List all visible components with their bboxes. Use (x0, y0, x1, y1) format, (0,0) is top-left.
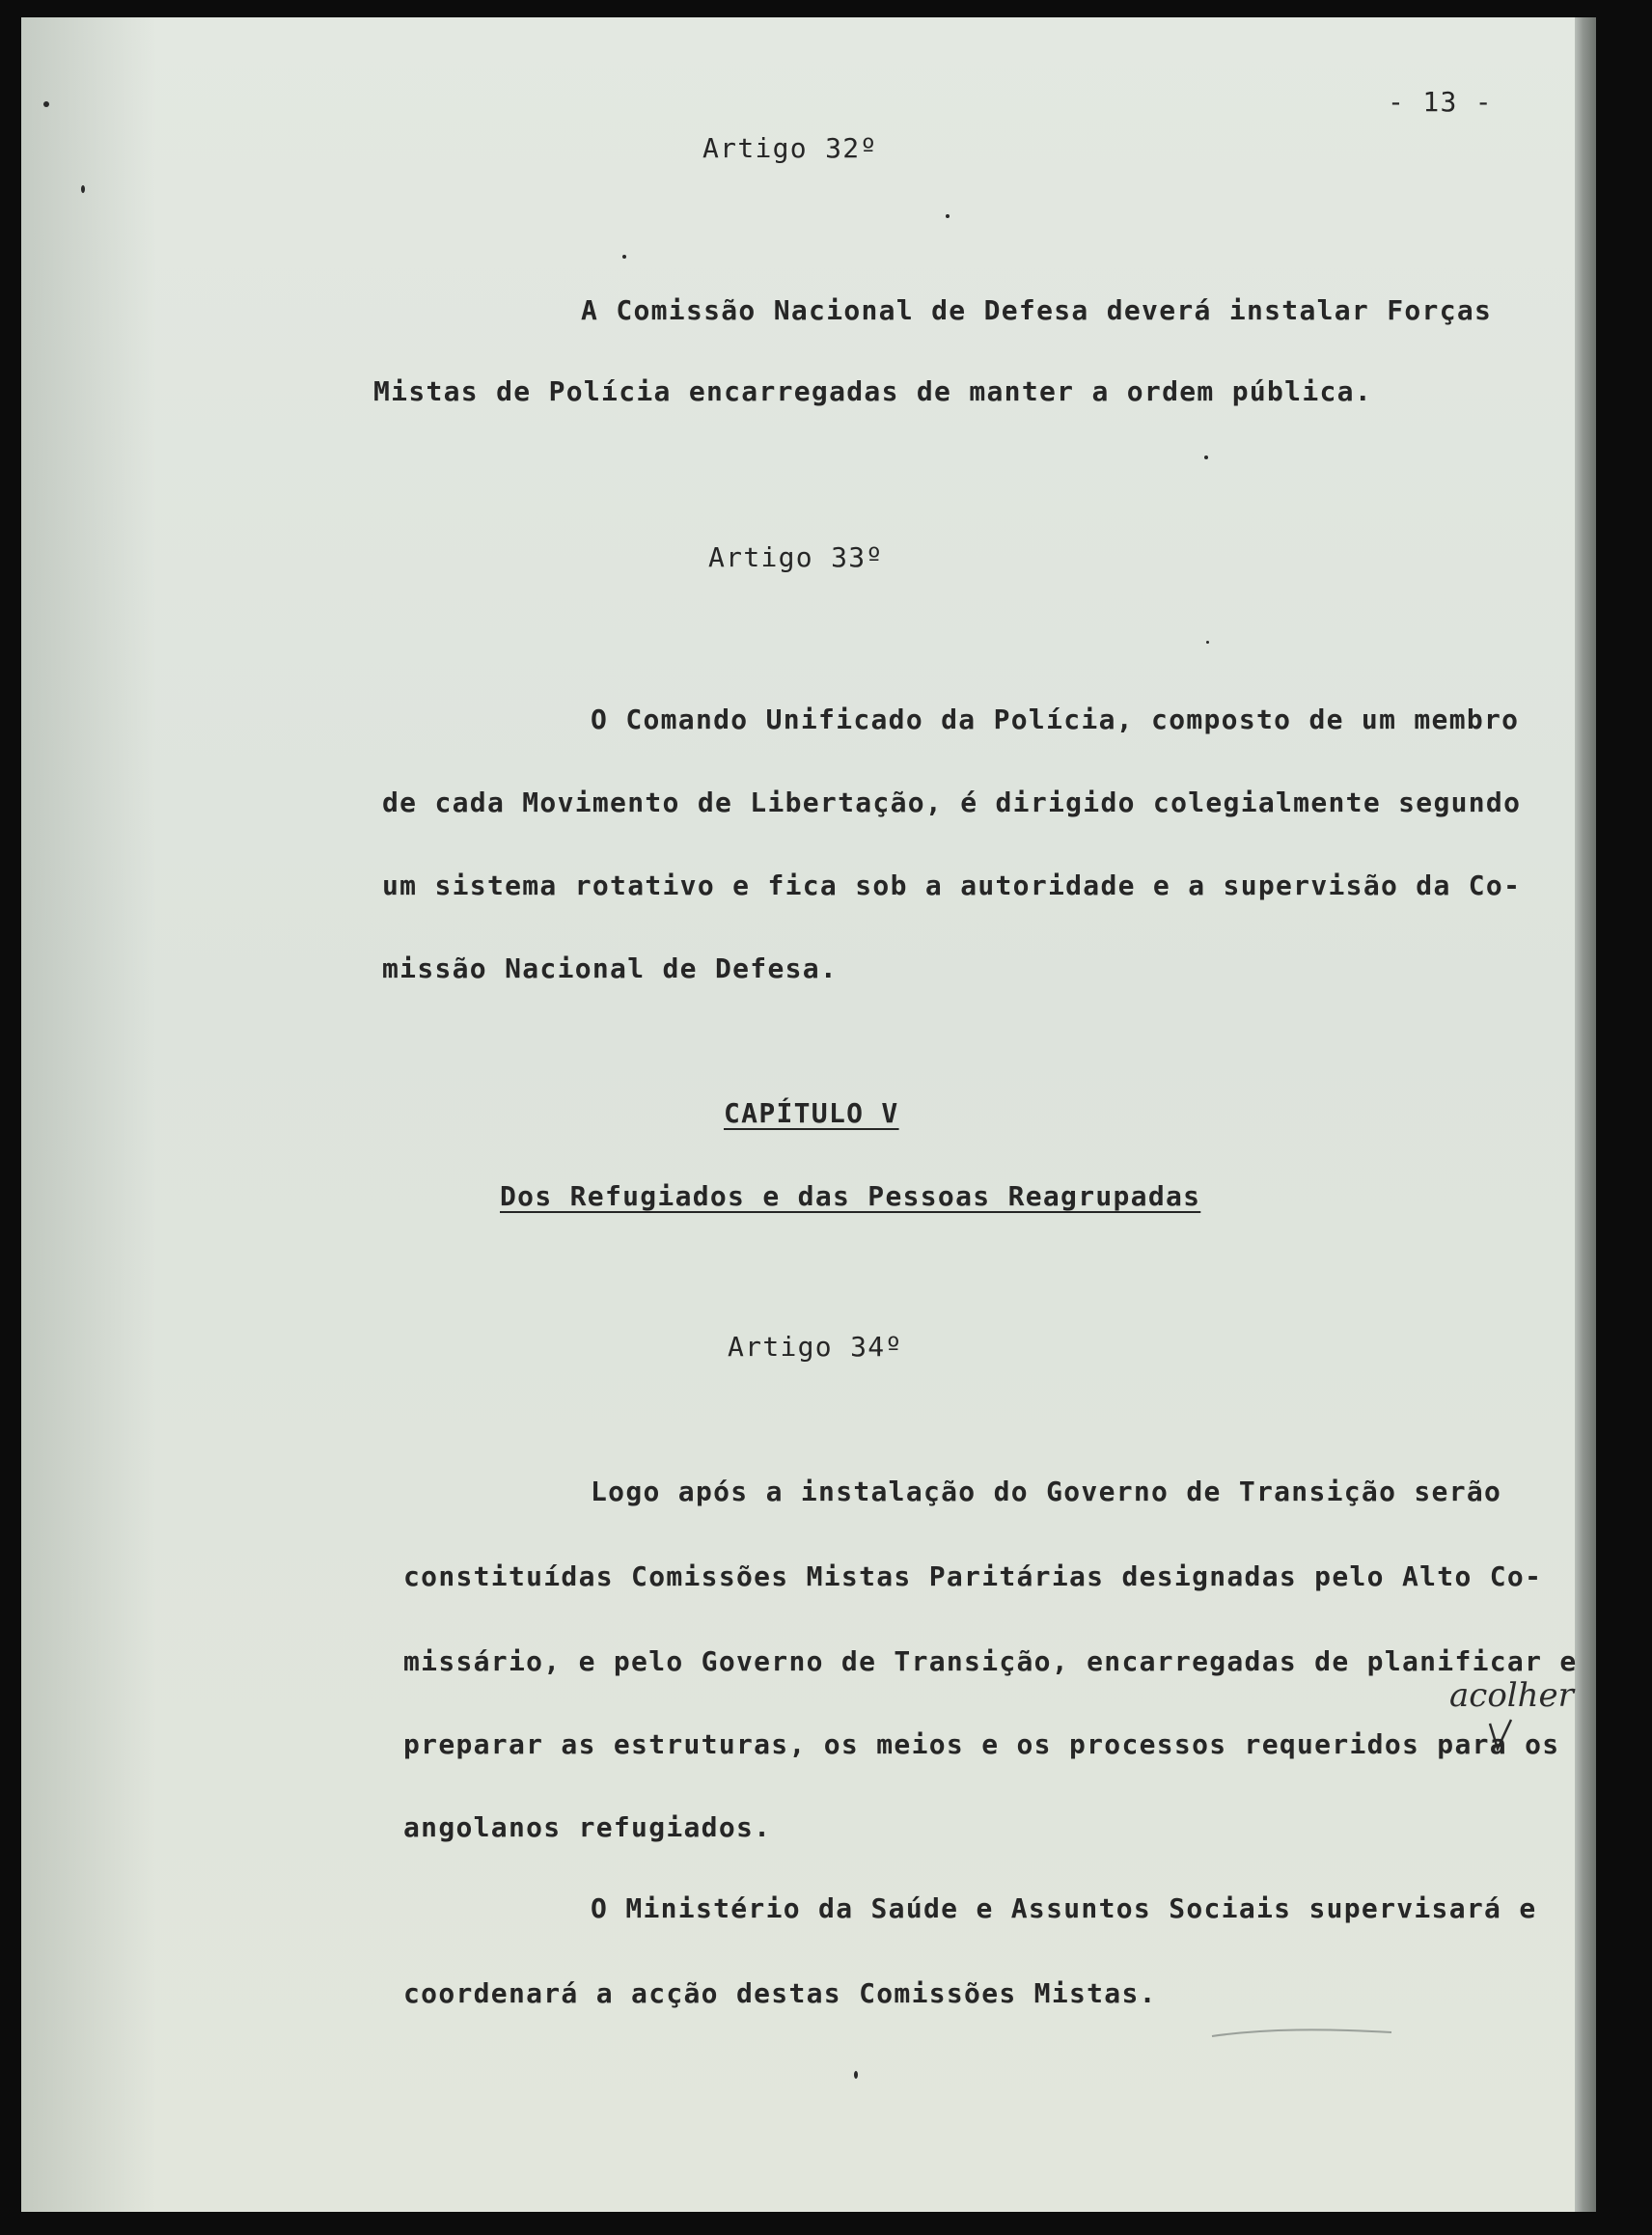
article-34-heading: Artigo 34º (728, 1331, 903, 1363)
scan-speck (854, 2071, 858, 2079)
article-32-line-2: Mistas de Polícia encarregadas de manter a ordem pública. (373, 375, 1372, 407)
scan-speck (1206, 641, 1209, 644)
document-page (21, 17, 1596, 2212)
article-34-paragraph-2-line-1: O Ministério da Saúde e Assuntos Sociais supervisará e (591, 1892, 1537, 1924)
article-32-line-1: A Comissão Nacional de Defesa deverá instalar Forças (581, 294, 1493, 326)
scan-speck (946, 214, 950, 218)
scan-speck (622, 255, 626, 259)
scan-speck (1204, 455, 1208, 459)
page-number: - 13 - (1388, 86, 1493, 118)
article-34-line-2: constituídas Comissões Mistas Paritárias designadas pelo Alto Co- (403, 1560, 1543, 1592)
article-34-line-5: angolanos refugiados. (403, 1811, 772, 1843)
scan-speck (81, 185, 85, 193)
article-33-heading: Artigo 33º (708, 541, 884, 573)
pencil-stroke-mark (1208, 2019, 1401, 2048)
article-33-line-1: O Comando Unificado da Polícia, composto de um membro (591, 704, 1520, 735)
handwritten-insert: acolher (1449, 1676, 1574, 1715)
article-34-line-1: Logo após a instalação do Governo de Transição serão (591, 1476, 1502, 1507)
chapter-title: CAPÍTULO V (724, 1097, 899, 1129)
page-edge-shadow (1575, 17, 1596, 2212)
article-33-line-4: missão Nacional de Defesa. (382, 952, 839, 984)
article-33-line-2: de cada Movimento de Libertação, é dirigido colegialmente segundo (382, 786, 1522, 818)
article-34-paragraph-2-line-2: coordenará a acção destas Comissões Mistas. (403, 1977, 1157, 2009)
article-34-line-4: preparar as estruturas, os meios e os processos requeridos para os (403, 1728, 1560, 1760)
chapter-subtitle: Dos Refugiados e das Pessoas Reagrupadas (500, 1180, 1201, 1212)
article-34-line-3: missário, e pelo Governo de Transição, encarregadas de planificar e (403, 1645, 1578, 1677)
scan-speck (43, 101, 49, 107)
article-33-line-3: um sistema rotativo e fica sob a autoridade e a supervisão da Co- (382, 869, 1522, 901)
article-32-heading: Artigo 32º (702, 132, 878, 164)
